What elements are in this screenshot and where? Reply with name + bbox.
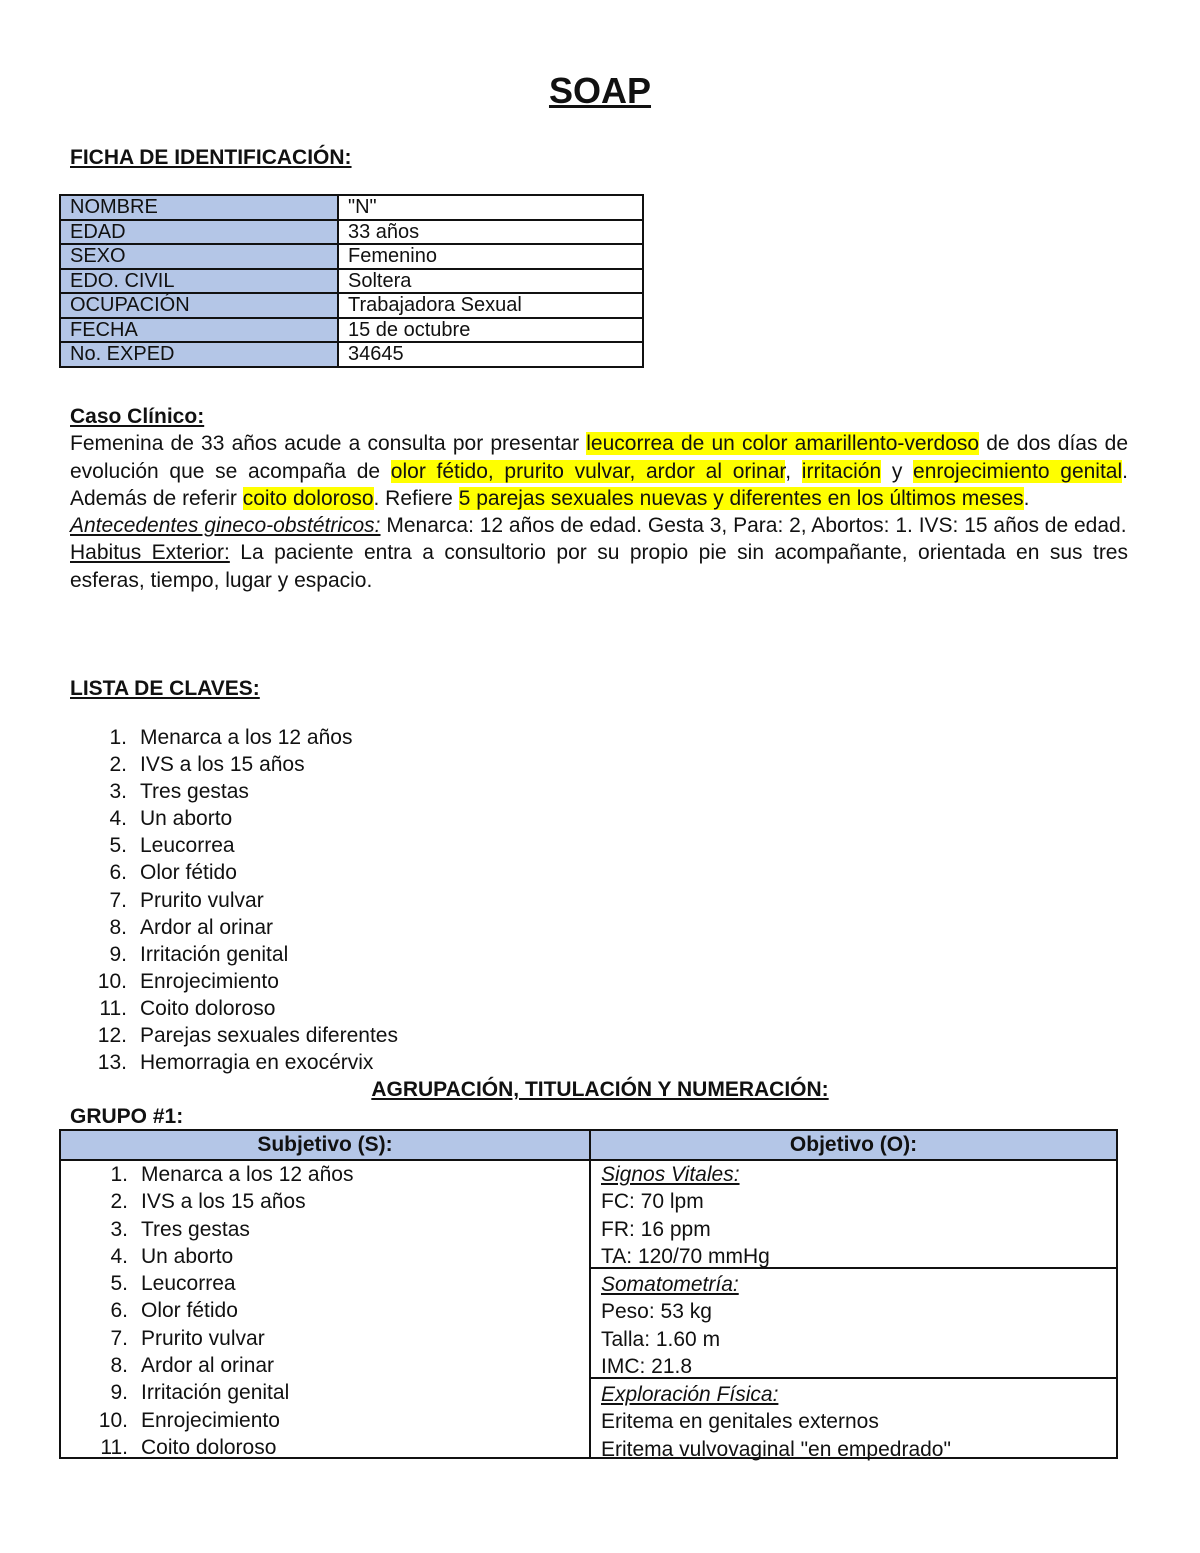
item-number: 12. [97, 1024, 127, 1048]
list-item [70, 751, 398, 778]
item-text: Menarca a los 12 años [141, 1163, 354, 1186]
row-label: OCUPACIÓN [60, 293, 338, 318]
row-value: 15 de octubre [338, 318, 643, 343]
antecedentes-label: Antecedentes gineco-obstétricos: [70, 514, 381, 538]
table-row [60, 342, 643, 367]
row-label: EDO. CIVIL [60, 269, 338, 294]
soap-group-table [59, 1129, 1118, 1459]
item-number: 7. [109, 888, 127, 912]
row-value: Femenino [338, 244, 643, 269]
item-text: Olor fétido [141, 1299, 238, 1323]
lista-heading: LISTA DE CLAVES: [70, 677, 260, 700]
caso-text: y [881, 459, 914, 483]
caso-text: . Refiere [373, 486, 459, 510]
item-text: Un aborto [141, 1244, 234, 1268]
table-row [60, 269, 643, 294]
item-text: IVS a los 15 años [140, 753, 305, 777]
exploracion-fisica-block [591, 1381, 1116, 1461]
item-number: 1. [110, 1163, 128, 1186]
item-number: 2. [110, 1190, 128, 1214]
list-item [71, 1188, 353, 1215]
list-item [71, 1270, 353, 1297]
item-text: Tres gestas [140, 780, 249, 804]
highlighted-text: coito doloroso [242, 486, 374, 510]
item-number: 3. [109, 780, 127, 804]
item-number: 3. [110, 1217, 128, 1241]
item-text: Irritación genital [141, 1381, 290, 1405]
agrupacion-heading: AGRUPACIÓN, TITULACIÓN Y NUMERACIÓN: [371, 1078, 829, 1101]
list-item [71, 1325, 353, 1352]
block-line: Talla: 1.60 m [601, 1327, 721, 1351]
caso-text: . Además de referir [70, 459, 1128, 510]
row-value: Trabajadora Sexual [338, 293, 643, 318]
caso-clinico [70, 403, 1128, 594]
list-item [71, 1407, 353, 1434]
caso-paragraph [70, 430, 1128, 512]
item-text: Ardor al orinar [141, 1354, 275, 1378]
item-number: 2. [109, 753, 127, 777]
highlighted-text: 5 parejas sexuales nuevas y diferentes en los últimos meses [458, 486, 1024, 510]
list-item [70, 1022, 398, 1049]
item-text: Coito doloroso [141, 1435, 277, 1459]
list-item [71, 1352, 353, 1379]
caso-heading: Caso Clínico: [70, 405, 205, 428]
claves-list [70, 724, 398, 1076]
row-label: FECHA [60, 318, 338, 343]
somatometria-block [591, 1271, 1116, 1379]
item-text: Hemorragia en exocérvix [140, 1051, 374, 1075]
item-text: Ardor al orinar [140, 915, 274, 939]
list-item [70, 859, 398, 886]
table-row [60, 318, 643, 343]
list-item [70, 724, 398, 751]
item-number: 8. [110, 1354, 128, 1378]
item-text: IVS a los 15 años [141, 1190, 306, 1214]
antecedentes-paragraph [70, 512, 1128, 539]
item-text: Leucorrea [141, 1272, 236, 1296]
list-item [71, 1434, 353, 1461]
list-item [71, 1161, 353, 1188]
block-line: IMC: 21.8 [601, 1354, 693, 1378]
habitus-text: La paciente entra a consultorio por su propio pie sin acompañante, orientada en sus tres esferas, tiempo, lugar y espacio. [70, 541, 1128, 592]
item-number: 4. [110, 1244, 128, 1268]
block-line: Eritema vulvovaginal "en empedrado" [601, 1437, 951, 1461]
item-text: Enrojecimiento [141, 1408, 280, 1432]
list-item [70, 941, 398, 968]
highlighted-text: olor fétido, prurito vulvar, ardor al orinar [390, 459, 786, 483]
table-row [60, 195, 643, 220]
list-item [70, 968, 398, 995]
row-label: EDAD [60, 220, 338, 245]
identification-table [59, 194, 644, 368]
row-label: NOMBRE [60, 195, 338, 220]
antecedentes-text: Menarca: 12 años de edad. Gesta 3, Para: 2, Abortos: 1. IVS: 15 años de edad. [380, 514, 1127, 538]
item-number: 8. [109, 915, 127, 939]
table-row [60, 220, 643, 245]
ficha-heading: FICHA DE IDENTIFICACIÓN: [70, 146, 352, 169]
row-value: Soltera [338, 269, 643, 294]
objetivo-header: Objetivo (O): [591, 1131, 1116, 1161]
highlighted-text: leucorrea de un color amarillento-verdoso [586, 432, 980, 456]
item-number: 6. [109, 861, 127, 885]
caso-text: de dos días de evolución que se acompaña de [70, 432, 1128, 483]
item-number: 11. [100, 1435, 128, 1459]
block-line: TA: 120/70 mmHg [601, 1244, 770, 1268]
item-number: 4. [109, 807, 127, 831]
block-title: Exploración Física: [601, 1383, 779, 1406]
item-number: 10. [97, 969, 127, 993]
row-value: "N" [338, 195, 643, 220]
item-number: 9. [110, 1381, 128, 1405]
item-text: Prurito vulvar [141, 1326, 265, 1350]
item-number: 5. [109, 834, 127, 858]
item-text: Enrojecimiento [140, 969, 279, 993]
row-value: 33 años [338, 220, 643, 245]
item-text: Tres gestas [141, 1217, 250, 1241]
item-number: 5. [110, 1272, 128, 1296]
highlighted-text: irritación [801, 459, 882, 483]
list-item [70, 778, 398, 805]
list-item [70, 995, 398, 1022]
item-text: Irritación genital [140, 942, 289, 966]
table-row [60, 293, 643, 318]
list-item [70, 805, 398, 832]
highlighted-text: enrojecimiento genital [913, 459, 1123, 483]
signos-vitales-block [591, 1161, 1116, 1269]
block-line: FR: 16 ppm [601, 1217, 711, 1241]
item-text: Menarca a los 12 años [140, 726, 353, 749]
list-item [70, 914, 398, 941]
habitus-paragraph [70, 539, 1128, 594]
item-number: 1. [109, 726, 127, 749]
subjetivo-list [71, 1161, 353, 1461]
item-text: Coito doloroso [140, 996, 276, 1020]
item-number: 10. [98, 1408, 128, 1432]
list-item [71, 1379, 353, 1406]
table-row [60, 244, 643, 269]
block-title: Somatometría: [601, 1273, 739, 1296]
list-item [70, 887, 398, 914]
block-line: Peso: 53 kg [601, 1300, 712, 1324]
habitus-label: Habitus Exterior: [70, 541, 230, 565]
caso-text: . [1023, 486, 1030, 510]
item-number: 6. [110, 1299, 128, 1323]
list-item [71, 1297, 353, 1324]
item-text: Prurito vulvar [140, 888, 264, 912]
subjetivo-header: Subjetivo (S): [61, 1131, 591, 1161]
grupo-label: GRUPO #1: [70, 1105, 184, 1128]
row-label: No. EXPED [60, 342, 338, 367]
item-text: Leucorrea [140, 834, 235, 858]
item-number: 9. [109, 942, 127, 966]
item-text: Un aborto [140, 807, 233, 831]
item-text: Olor fétido [140, 861, 237, 885]
list-item [70, 832, 398, 859]
item-number: 13. [97, 1051, 127, 1075]
block-line: FC: 70 lpm [601, 1190, 704, 1214]
item-number: 11. [99, 996, 127, 1020]
item-number: 7. [110, 1326, 128, 1350]
row-label: SEXO [60, 244, 338, 269]
caso-text: , [785, 459, 802, 483]
list-item [71, 1243, 353, 1270]
row-value: 34645 [338, 342, 643, 367]
list-item [71, 1216, 353, 1243]
page-title: SOAP [548, 70, 652, 111]
block-line: Eritema en genitales externos [601, 1410, 879, 1434]
list-item [70, 1049, 398, 1076]
caso-text: Femenina de 33 años acude a consulta por presentar [70, 432, 587, 456]
block-title: Signos Vitales: [601, 1163, 740, 1186]
item-text: Parejas sexuales diferentes [140, 1024, 398, 1048]
